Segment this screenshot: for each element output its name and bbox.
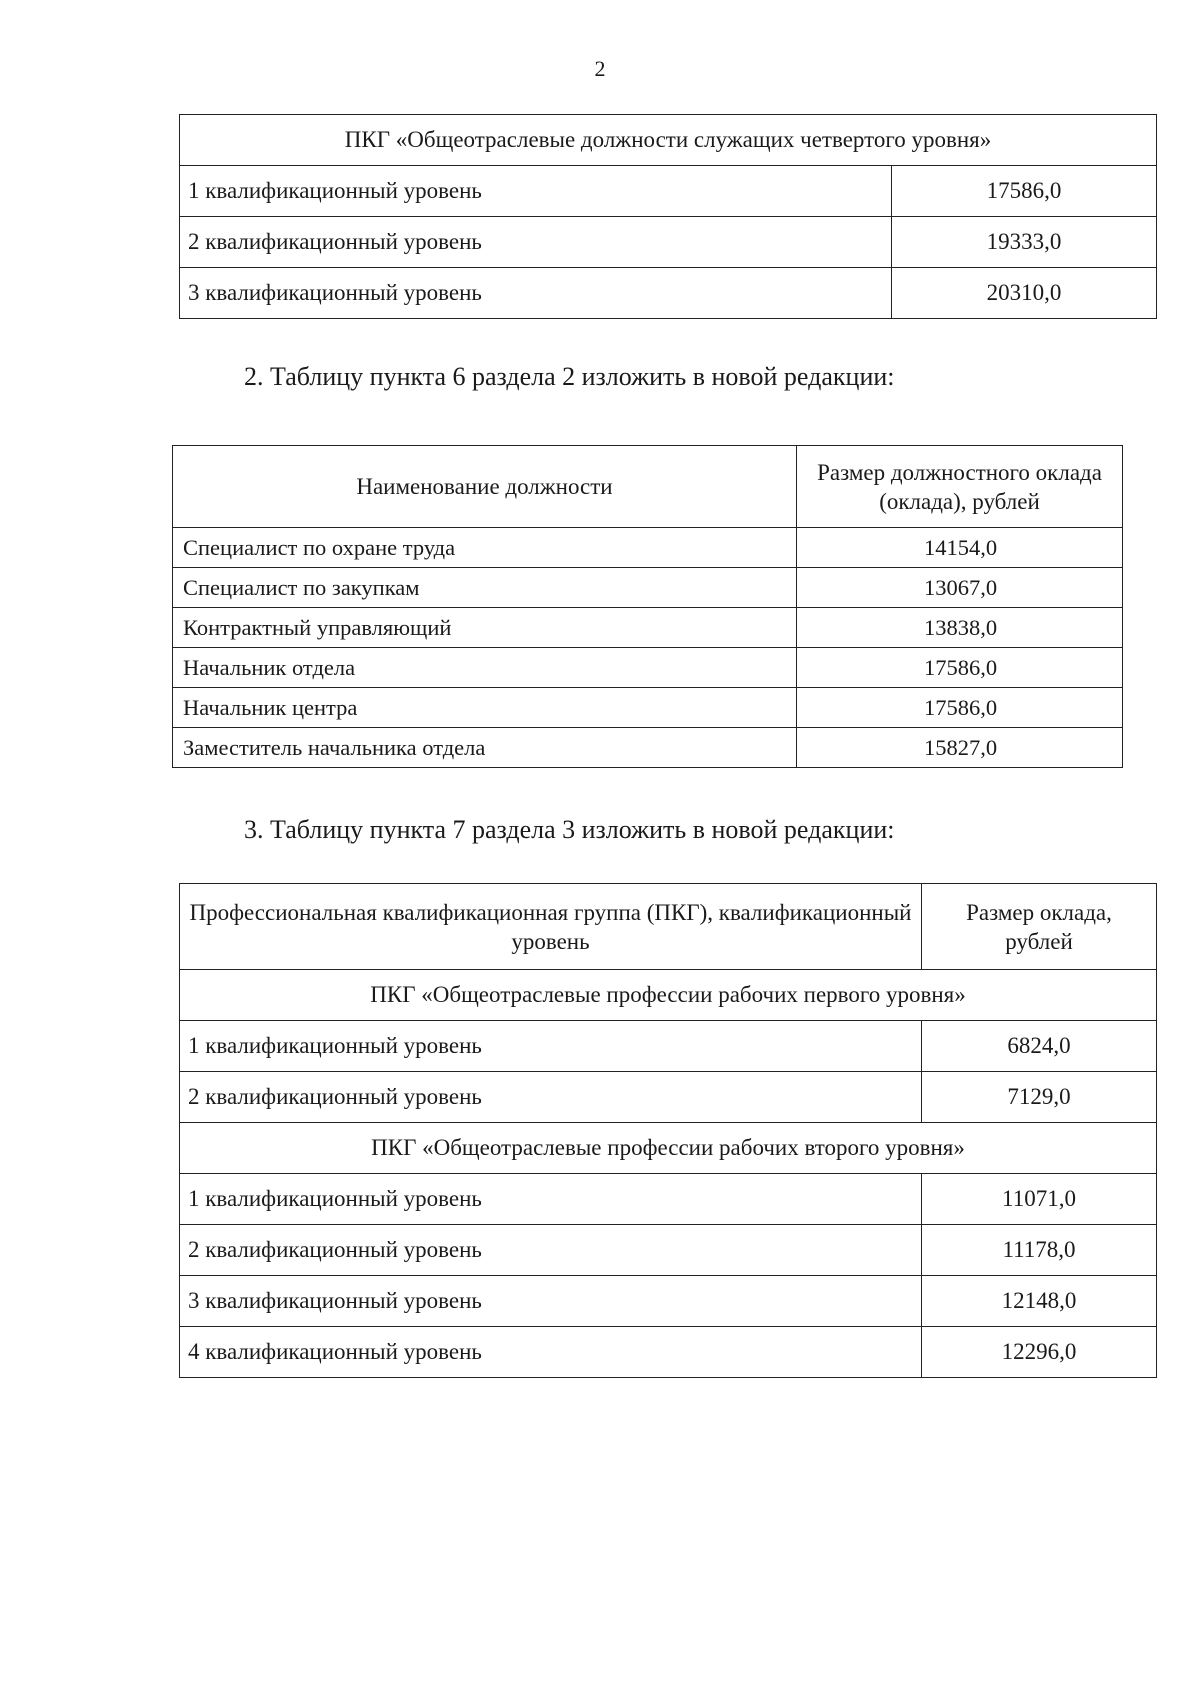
salary-value: 7129,0 (922, 1072, 1157, 1123)
table-worker-professions (179, 883, 1157, 1378)
group-title: ПКГ «Общеотраслевые профессии рабочих второго уровня» (180, 1123, 1157, 1174)
table-row (173, 648, 1123, 688)
salary-value: 11178,0 (922, 1225, 1157, 1276)
qualification-level: 4 квалификационный уровень (180, 1327, 922, 1378)
qualification-level: 1 квалификационный уровень (180, 1174, 922, 1225)
table-header-row (173, 446, 1123, 528)
position-name: Контрактный управляющий (173, 608, 797, 648)
salary-value: 17586,0 (797, 688, 1123, 728)
salary-value: 13838,0 (797, 608, 1123, 648)
header-salary: Размер оклада, рублей (922, 884, 1157, 970)
qualification-level: 3 квалификационный уровень (180, 1276, 922, 1327)
position-name: Начальник отдела (173, 648, 797, 688)
table-row (180, 1072, 1157, 1123)
salary-value: 13067,0 (797, 568, 1123, 608)
header-position-name: Наименование должности (173, 446, 797, 528)
header-group-level: Профессиональная квалификационная группа (ПКГ), квалификационный уровень (180, 884, 922, 970)
table-row (180, 1021, 1157, 1072)
position-name: Специалист по закупкам (173, 568, 797, 608)
table-header-row (180, 884, 1157, 970)
qualification-level: 3 квалификационный уровень (180, 268, 892, 319)
table-row (173, 688, 1123, 728)
qualification-level: 1 квалификационный уровень (180, 1021, 922, 1072)
table-row (180, 1276, 1157, 1327)
salary-value: 19333,0 (892, 217, 1157, 268)
qualification-level: 1 квалификационный уровень (180, 166, 892, 217)
table-row (180, 268, 1157, 319)
salary-value: 11071,0 (922, 1174, 1157, 1225)
table-row (173, 728, 1123, 768)
table-row (173, 568, 1123, 608)
salary-value: 12296,0 (922, 1327, 1157, 1378)
position-name: Заместитель начальника отдела (173, 728, 797, 768)
table-row (180, 217, 1157, 268)
position-name: Специалист по охране труда (173, 528, 797, 568)
salary-value: 17586,0 (797, 648, 1123, 688)
page-number: 2 (594, 56, 606, 81)
table-row (180, 1327, 1157, 1378)
salary-value: 14154,0 (797, 528, 1123, 568)
table-row (173, 528, 1123, 568)
table-row-group-title (180, 115, 1157, 166)
salary-value: 20310,0 (892, 268, 1157, 319)
header-salary: Размер должностного оклада (оклада), рублей (797, 446, 1123, 528)
group-title: ПКГ «Общеотраслевые профессии рабочих первого уровня» (180, 970, 1157, 1021)
table-row (180, 1225, 1157, 1276)
paragraph-3: 3. Таблицу пункта 7 раздела 3 изложить в новой редакции: (244, 815, 895, 844)
qualification-level: 2 квалификационный уровень (180, 1072, 922, 1123)
table-row-group-title (180, 970, 1157, 1021)
salary-value: 15827,0 (797, 728, 1123, 768)
table-row-group-title (180, 1123, 1157, 1174)
salary-value: 17586,0 (892, 166, 1157, 217)
salary-value: 6824,0 (922, 1021, 1157, 1072)
group-title: ПКГ «Общеотраслевые должности служащих четвертого уровня» (180, 115, 1157, 166)
qualification-level: 2 квалификационный уровень (180, 217, 892, 268)
position-name: Начальник центра (173, 688, 797, 728)
table-employee-positions-level4 (179, 114, 1157, 319)
qualification-level: 2 квалификационный уровень (180, 1225, 922, 1276)
salary-value: 12148,0 (922, 1276, 1157, 1327)
table-row (180, 1174, 1157, 1225)
table-row (173, 608, 1123, 648)
table-positions-salaries (172, 445, 1123, 768)
paragraph-2: 2. Таблицу пункта 6 раздела 2 изложить в новой редакции: (244, 362, 895, 391)
table-row (180, 166, 1157, 217)
